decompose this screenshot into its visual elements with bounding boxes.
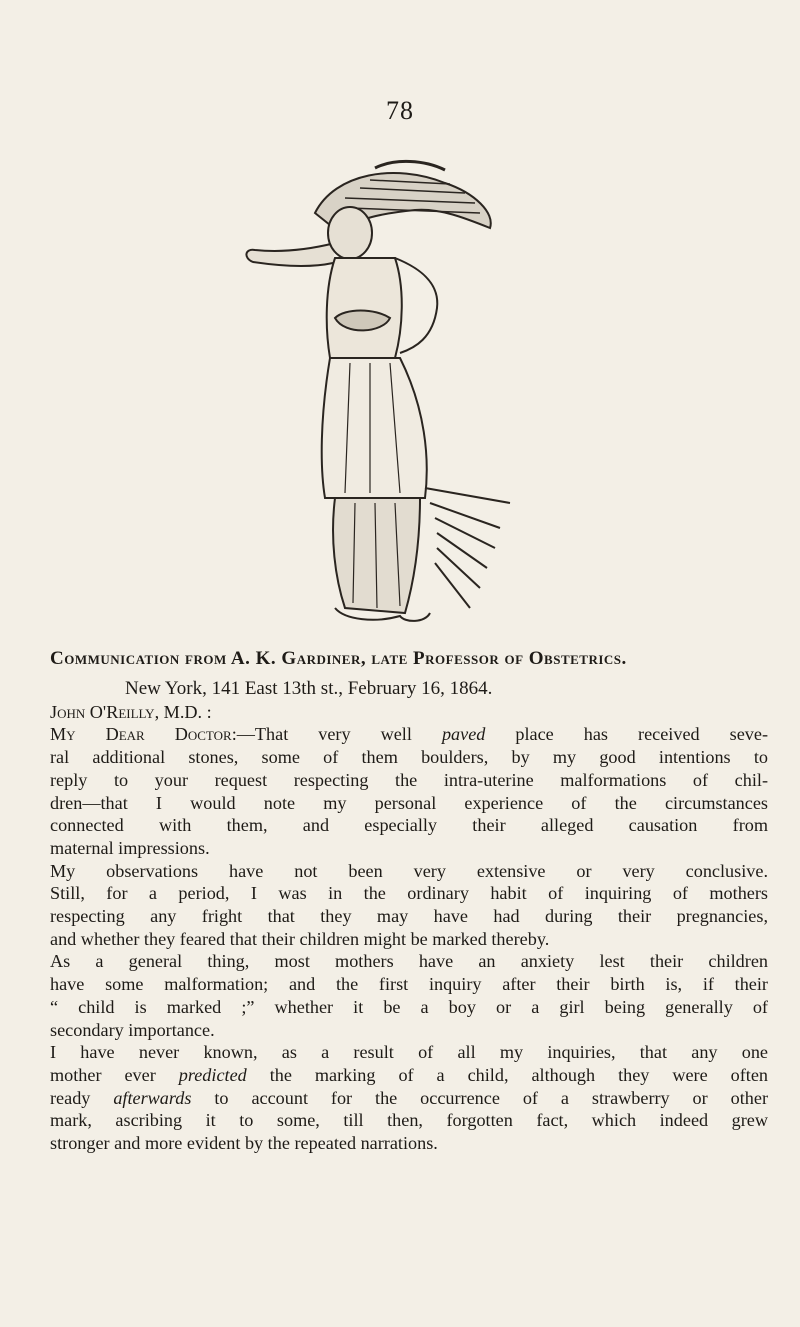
paragraph-2-line-1: My observations have not been very extensive or very conclusive. xyxy=(50,860,768,881)
illustration xyxy=(225,158,525,628)
paragraph-1-line-2: ral additional stones, some of them boulders, by my good intentions to xyxy=(50,747,768,768)
emphasis: afterwards xyxy=(113,1087,192,1108)
emphasis: predicted xyxy=(178,1064,247,1085)
paragraph-4-line-4: mark, ascribing it to some, till then, forgotten fact, which indeed grew xyxy=(50,1110,768,1131)
salutation: My Dear Doctor xyxy=(50,724,232,745)
paragraph-1-line-5: connected with them, and especially their alleged causation from xyxy=(50,815,768,836)
paragraph-1-line-1 xyxy=(50,723,768,746)
text-run: place has received seve- xyxy=(485,724,768,745)
letter-body xyxy=(50,678,768,1155)
dateline: New York, 141 East 13th st., February 16, 1864. xyxy=(125,678,493,699)
text-run: ready xyxy=(50,1087,114,1108)
paragraph-2-line-3: respecting any fright that they may have had during their pregnancies, xyxy=(50,906,768,927)
paragraph-4-line-2 xyxy=(50,1064,768,1087)
paragraph-2-line-4: and whether they feared that their children might be marked thereby. xyxy=(50,928,550,949)
text-run: mother ever xyxy=(50,1064,179,1085)
text-run: to account for the occurrence of a strawberry or other xyxy=(191,1087,768,1108)
paragraph-4-line-1: I have never known, as a result of all my inquiries, that any one xyxy=(50,1042,768,1063)
text-run: :—That very well xyxy=(231,724,442,745)
text-run: the marking of a child, although they were often xyxy=(246,1064,768,1085)
emphasis: paved xyxy=(441,724,486,745)
paragraph-3-line-1: As a general thing, most mothers have an anxiety lest their children xyxy=(50,951,768,972)
woman-figure-icon xyxy=(225,158,525,628)
paragraph-2-line-2: Still, for a period, I was in the ordinary habit of inquiring of mothers xyxy=(50,883,768,904)
paragraph-4-line-5: stronger and more evident by the repeated narrations. xyxy=(50,1133,438,1154)
paragraph-1-line-6: maternal impressions. xyxy=(50,837,210,858)
paragraph-3-line-2: have some malformation; and the first inquiry after their birth is, if their xyxy=(50,974,768,995)
page-number: 78 xyxy=(386,96,414,125)
paragraph-1-line-3: reply to your request respecting the intra-uterine malformations of chil- xyxy=(50,769,768,790)
paragraph-3-line-3: “ child is marked ;” whether it be a boy or a girl being generally of xyxy=(50,996,768,1017)
paragraph-4-line-3 xyxy=(50,1087,768,1110)
paragraph-3-line-4: secondary importance. xyxy=(50,1019,215,1040)
paragraph-1-line-4: dren—that I would note my personal experience of the circumstances xyxy=(50,792,768,813)
recipient: John O'Reilly, M.D. : xyxy=(50,701,212,722)
letter-heading: Communication from A. K. Gardiner, late Professor of Obstetrics. xyxy=(50,648,627,669)
